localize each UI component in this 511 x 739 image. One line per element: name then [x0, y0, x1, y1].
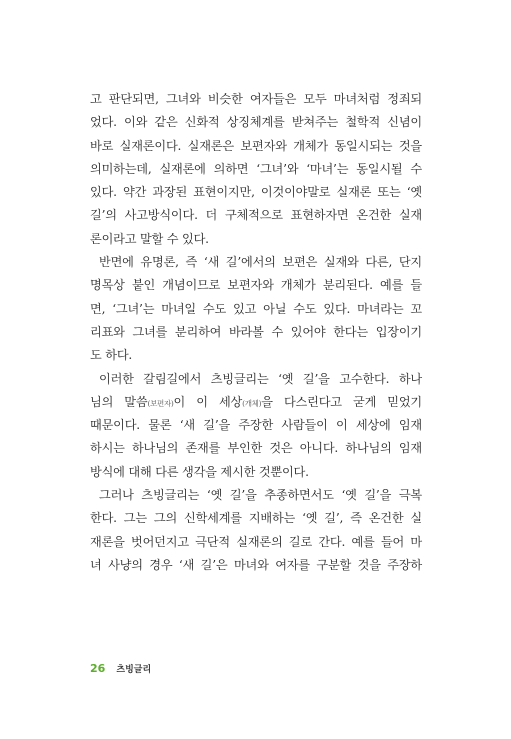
text-line: 재론을 벗어던지고 극단적 실재론의 길로 간다. 예를 들어 마: [90, 534, 422, 549]
inline-annotation: (보편자): [147, 398, 174, 408]
text-line: 리표와 그녀를 분리하여 바라볼 수 있어야 한다는 입장이기: [90, 324, 422, 339]
text-line: 명목상 붙인 개념이므로 보편자와 개체가 분리된다. 예를 들: [90, 278, 422, 293]
text-line: 면, ‘그녀’는 마녀일 수도 있고 아닐 수도 있다. 마녀라는 꼬: [90, 301, 422, 316]
inline-annotation: (개체): [242, 398, 262, 408]
text-line: 길’의 사고방식이다. 더 구체적으로 표현하자면 온건한 실재: [90, 208, 422, 223]
running-title: 츠빙글리: [116, 665, 152, 675]
text-line: 바로 실재론이다. 실재론은 보편자와 개체가 동일시되는 것을: [90, 138, 422, 153]
text-line-with-annotations: [90, 391, 422, 414]
text-line: 방식에 대해 다른 생각을 제시한 것뿐이다.: [90, 464, 309, 479]
page-footer: [90, 659, 151, 675]
text-segment: 이 이 세상: [173, 394, 243, 409]
body-text: [90, 88, 422, 577]
text-segment: 을 다스린다고 굳게 믿었기: [261, 394, 422, 409]
text-line: 도 하다.: [90, 348, 133, 363]
text-line: 론이라고 말할 수 있다.: [90, 231, 209, 246]
text-line: 었다. 이와 같은 신화적 상징체계를 받쳐주는 철학적 신념이: [90, 115, 422, 130]
text-line: 의미하는데, 실재론에 의하면 ‘그녀’와 ‘마녀’는 동일시될 수: [90, 161, 422, 176]
text-line: 있다. 약간 과장된 표현이지만, 이것이야말로 실재론 또는 ‘옛: [90, 185, 422, 200]
text-line: 하시는 하나님의 존재를 부인한 것은 아니다. 하나님의 임재: [90, 441, 422, 456]
text-line: 이러한 갈림길에서 츠빙글리는 ‘옛 길’을 고수한다. 하나: [99, 371, 422, 386]
text-line: 그러나 츠빙글리는 ‘옛 길’을 추종하면서도 ‘옛 길’을 극복: [99, 488, 422, 503]
text-line: 반면에 유명론, 즉 ‘새 길’에서의 보편은 실재와 다른, 단지: [99, 255, 422, 270]
text-segment: 님의 말씀: [90, 394, 148, 409]
text-line: 때문이다. 물론 ‘새 길’을 주장한 사람들이 이 세상에 임재: [90, 418, 422, 433]
text-line: 녀 사냥의 경우 ‘새 길’은 마녀와 여자를 구분할 것을 주장하: [90, 557, 422, 572]
text-line: 한다. 그는 그의 신학세계를 지배하는 ‘옛 길’, 즉 온건한 실: [90, 511, 422, 526]
text-line: 고 판단되면, 그녀와 비슷한 여자들은 모두 마녀처럼 정죄되: [90, 92, 422, 106]
page-number: 26: [90, 662, 106, 675]
